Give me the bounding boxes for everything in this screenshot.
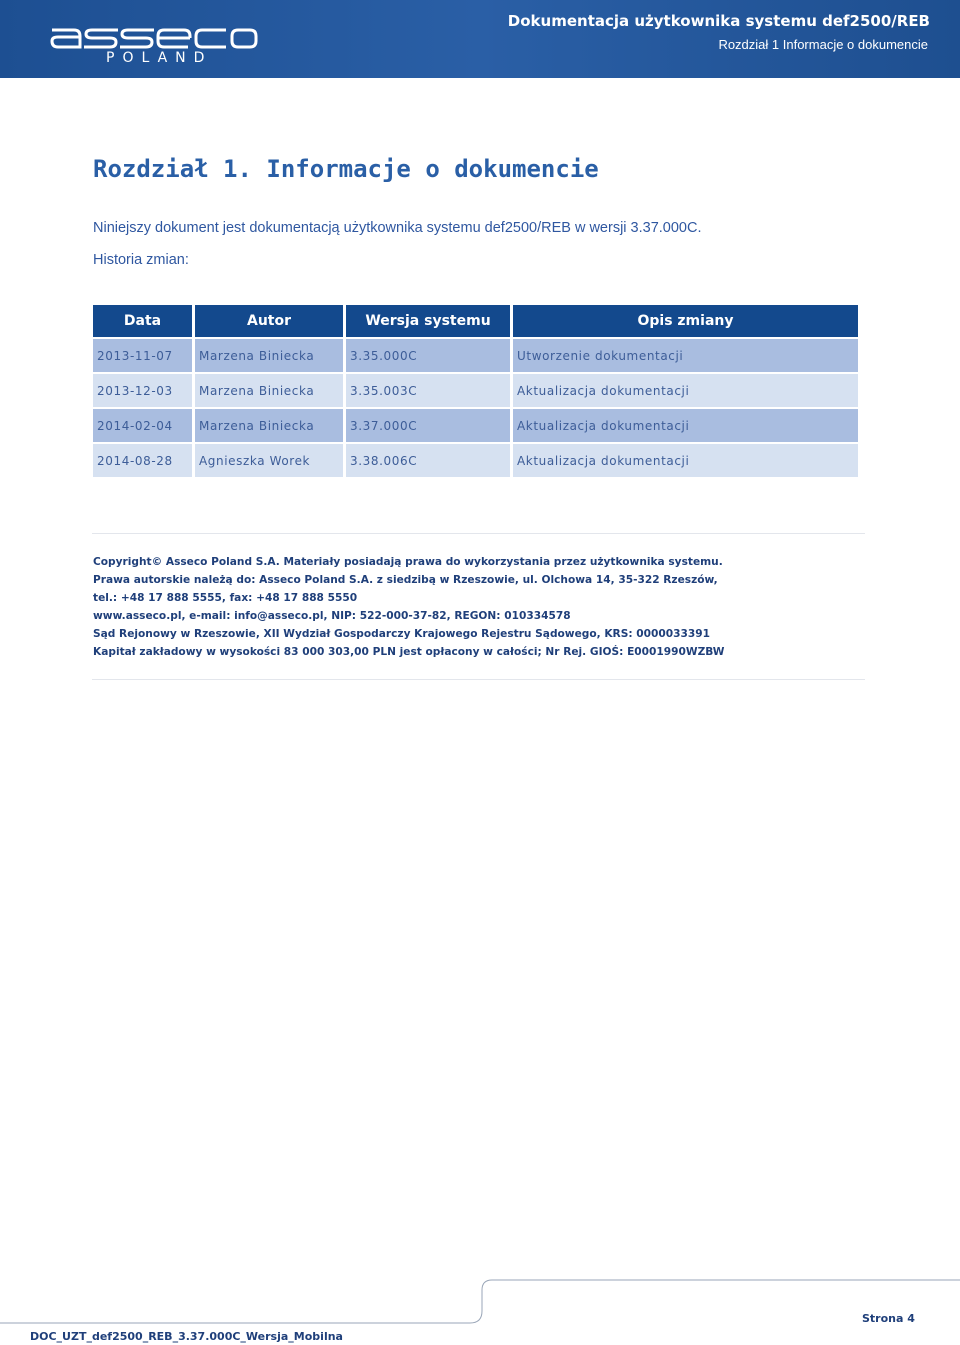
cell-date: 2013-12-03 (93, 374, 192, 407)
header-title: Dokumentacja użytkownika systemu def2500/REB (507, 12, 930, 30)
table-row (93, 374, 858, 407)
document-name: DOC_UZT_def2500_REB_3.37.000C_Wersja_Mobilna (30, 1330, 343, 1343)
column-header-author: Autor (195, 305, 343, 337)
table-header-row (93, 305, 858, 337)
cell-date: 2014-02-04 (93, 409, 192, 442)
column-header-version: Wersja systemu (346, 305, 510, 337)
copyright-line: tel.: +48 17 888 5555, fax: +48 17 888 5550 (93, 592, 358, 604)
cell-date: 2013-11-07 (93, 339, 192, 372)
header-subtitle: Rozdział 1 Informacje o dokumencie (718, 37, 928, 52)
cell-version: 3.38.006C (346, 444, 510, 477)
intro-paragraph: Niniejszy dokument jest dokumentacją użytkownika systemu def2500/REB w wersji 3.37.000C. (93, 220, 702, 236)
column-header-description: Opis zmiany (513, 305, 858, 337)
column-header-date: Data (93, 305, 192, 337)
table-row (93, 444, 858, 477)
cell-description: Utworzenie dokumentacji (513, 339, 858, 372)
copyright-line: Kapitał zakładowy w wysokości 83 000 303,00 PLN jest opłacony w całości; Nr Rej. GIOŚ: E0001990WZBW (93, 646, 725, 658)
table-row (93, 339, 858, 372)
copyright-line: Copyright© Asseco Poland S.A. Materiały posiadają prawa do wykorzystania przez użytkownika systemu. (93, 556, 723, 568)
cell-author: Marzena Biniecka (195, 409, 343, 442)
cell-description: Aktualizacja dokumentacji (513, 409, 858, 442)
copyright-line: www.asseco.pl, e-mail: info@asseco.pl, NIP: 522-000-37-82, REGON: 010334578 (93, 610, 571, 622)
cell-version: 3.35.003C (346, 374, 510, 407)
change-history-table (90, 303, 861, 479)
cell-author: Marzena Biniecka (195, 374, 343, 407)
logo-subtitle: POLAND (106, 50, 213, 66)
divider-bottom (92, 679, 865, 680)
history-label: Historia zmian: (93, 252, 189, 268)
cell-date: 2014-08-28 (93, 444, 192, 477)
copyright-line: Prawa autorskie należą do: Asseco Poland S.A. z siedzibą w Rzeszowie, ul. Olchowa 14, 35-322 Rzeszów, (93, 574, 718, 586)
divider-top (92, 533, 865, 534)
page-number: Strona 4 (862, 1312, 915, 1325)
cell-description: Aktualizacja dokumentacji (513, 444, 858, 477)
copyright-block (93, 553, 873, 661)
cell-author: Agnieszka Worek (195, 444, 343, 477)
cell-description: Aktualizacja dokumentacji (513, 374, 858, 407)
cell-author: Marzena Biniecka (195, 339, 343, 372)
table-row (93, 409, 858, 442)
chapter-title: Rozdział 1. Informacje o dokumencie (93, 155, 599, 183)
cell-version: 3.35.000C (346, 339, 510, 372)
cell-version: 3.37.000C (346, 409, 510, 442)
page-header (0, 0, 960, 78)
copyright-line: Sąd Rejonowy w Rzeszowie, XII Wydział Gospodarczy Krajowego Rejestru Sądowego, KRS: 0000033391 (93, 628, 710, 640)
